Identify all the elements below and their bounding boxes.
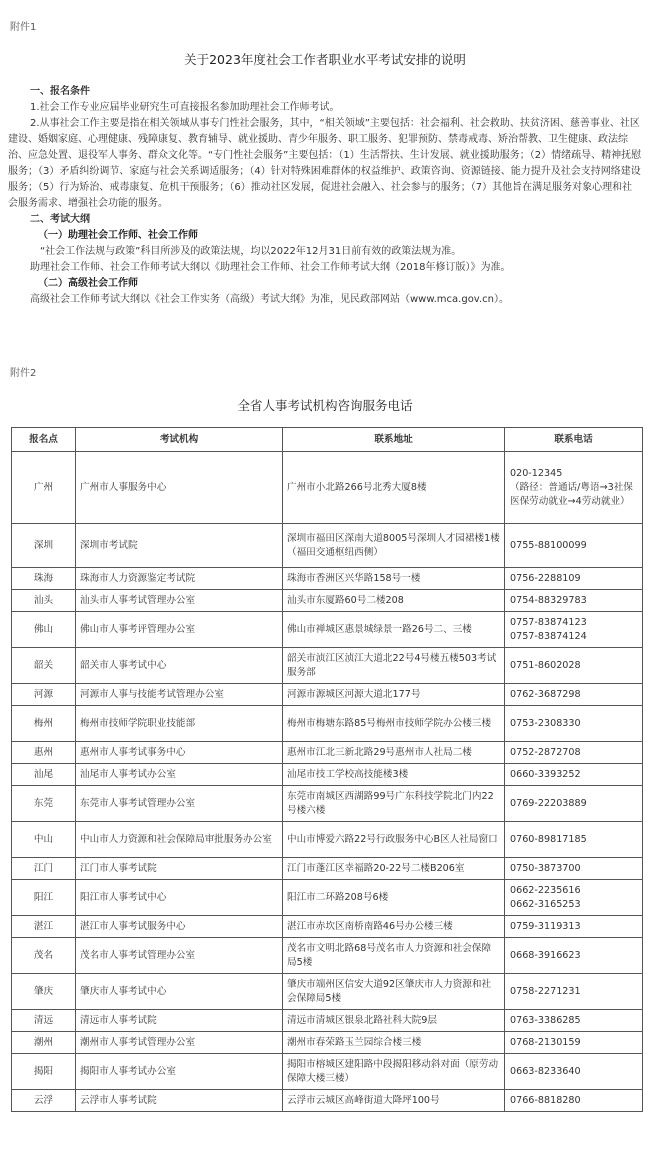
cell-address: 揭阳市榕城区建阳路中段揭阳移动斜对面（原劳动保障大楼三楼） xyxy=(283,1054,505,1090)
table-row xyxy=(12,524,643,568)
cell-org: 广州市人事服务中心 xyxy=(76,452,283,524)
cell-address: 肇庆市端州区信安大道92区肇庆市人力资源和社会保障局5楼 xyxy=(283,974,505,1010)
table-header-row xyxy=(12,428,643,452)
table-row xyxy=(12,452,643,524)
cell-city: 梅州 xyxy=(12,706,76,742)
header-city: 报名点 xyxy=(12,428,76,452)
paragraph-1: 1.社会工作专业应届毕业研究生可直接报名参加助理社会工作师考试。 xyxy=(30,102,340,113)
cell-phone: 0756-2288109 xyxy=(505,568,643,590)
annex1-body xyxy=(8,84,642,308)
table-row xyxy=(12,916,643,938)
cell-city: 云浮 xyxy=(12,1090,76,1112)
cell-city: 阳江 xyxy=(12,880,76,916)
cell-city: 广州 xyxy=(12,452,76,524)
cell-city: 湛江 xyxy=(12,916,76,938)
cell-phone: 0662-2235616 0662-3165253 xyxy=(505,880,643,916)
subsection-heading-assistant: （一）助理社会工作师、社会工作师 xyxy=(38,230,198,241)
paragraph-5: 高级社会工作师考试大纲以《社会工作实务（高级）考试大纲》为准，见民政部网站（www.mca.gov.cn）。 xyxy=(30,294,509,305)
cell-org: 汕尾市人事考试办公室 xyxy=(76,764,283,786)
cell-org: 揭阳市人事考试办公室 xyxy=(76,1054,283,1090)
cell-phone: 0668-3916623 xyxy=(505,938,643,974)
table-row xyxy=(12,612,643,648)
cell-org: 珠海市人力资源鉴定考试院 xyxy=(76,568,283,590)
cell-address: 梅州市梅塘东路85号梅州市技师学院办公楼三楼 xyxy=(283,706,505,742)
cell-city: 东莞 xyxy=(12,786,76,822)
cell-phone: 0751-8602028 xyxy=(505,648,643,684)
cell-address: 佛山市禅城区惠景城绿景一路26号二、三楼 xyxy=(283,612,505,648)
cell-city: 珠海 xyxy=(12,568,76,590)
header-phone: 联系电话 xyxy=(505,428,643,452)
cell-org: 中山市人力资源和社会保障局审批服务办公室 xyxy=(76,822,283,858)
cell-address: 惠州市江北三新北路29号惠州市人社局二楼 xyxy=(283,742,505,764)
paragraph-3: “社会工作法规与政策”科目所涉及的政策法规，均以2022年12月31日前有效的政策法规为准。 xyxy=(40,246,462,257)
cell-phone: 0757-83874123 0757-83874124 xyxy=(505,612,643,648)
table-row xyxy=(12,590,643,612)
table-row xyxy=(12,1032,643,1054)
cell-phone: 0759-3119313 xyxy=(505,916,643,938)
table-row xyxy=(12,1010,643,1032)
cell-city: 肇庆 xyxy=(12,974,76,1010)
cell-phone: 0768-2130159 xyxy=(505,1032,643,1054)
cell-phone: 0760-89817185 xyxy=(505,822,643,858)
cell-address: 汕头市东厦路60号二楼208 xyxy=(283,590,505,612)
cell-org: 梅州市技师学院职业技能部 xyxy=(76,706,283,742)
cell-address: 东莞市南城区西湖路99号广东科技学院北门内22号楼六楼 xyxy=(283,786,505,822)
cell-phone: 0750-3873700 xyxy=(505,858,643,880)
cell-phone: 0663-8233640 xyxy=(505,1054,643,1090)
cell-city: 揭阳 xyxy=(12,1054,76,1090)
cell-address: 汕尾市技工学校高技能楼3楼 xyxy=(283,764,505,786)
cell-org: 湛江市人事考试服务中心 xyxy=(76,916,283,938)
cell-city: 潮州 xyxy=(12,1032,76,1054)
cell-org: 河源市人事与技能考试管理办公室 xyxy=(76,684,283,706)
contacts-table-body xyxy=(12,452,643,1112)
cell-address: 云浮市云城区高峰街道大降坪100号 xyxy=(283,1090,505,1112)
cell-city: 深圳 xyxy=(12,524,76,568)
table-row xyxy=(12,706,643,742)
cell-org: 江门市人事考试院 xyxy=(76,858,283,880)
annex2-label: 附件2 xyxy=(10,368,37,379)
cell-org: 汕头市人事考试管理办公室 xyxy=(76,590,283,612)
cell-org: 惠州市人事考试事务中心 xyxy=(76,742,283,764)
cell-city: 河源 xyxy=(12,684,76,706)
cell-org: 清远市人事考试院 xyxy=(76,1010,283,1032)
cell-phone: 0763-3386285 xyxy=(505,1010,643,1032)
annex1-title: 关于2023年度社会工作者职业水平考试安排的说明 xyxy=(184,52,466,67)
cell-address: 茂名市文明北路68号茂名市人力资源和社会保障局5楼 xyxy=(283,938,505,974)
table-row xyxy=(12,684,643,706)
table-row xyxy=(12,786,643,822)
cell-org: 云浮市人事考试院 xyxy=(76,1090,283,1112)
cell-city: 汕头 xyxy=(12,590,76,612)
annex2-title: 全省人事考试机构咨询服务电话 xyxy=(237,398,413,413)
table-row xyxy=(12,1090,643,1112)
header-address: 联系地址 xyxy=(283,428,505,452)
section-heading-syllabus: 二、考试大纲 xyxy=(30,214,90,225)
header-org: 考试机构 xyxy=(76,428,283,452)
cell-address: 河源市源城区河源大道北177号 xyxy=(283,684,505,706)
cell-org: 肇庆市人事考试中心 xyxy=(76,974,283,1010)
cell-city: 中山 xyxy=(12,822,76,858)
cell-phone: 0660-3393252 xyxy=(505,764,643,786)
cell-phone: 0755-88100099 xyxy=(505,524,643,568)
section-heading-registration: 一、报名条件 xyxy=(30,86,90,97)
cell-address: 潮州市春荣路玉兰园综合楼三楼 xyxy=(283,1032,505,1054)
paragraph-4: 助理社会工作师、社会工作师考试大纲以《助理社会工作师、社会工作师考试大纲（2018年修订版）》为准。 xyxy=(30,262,511,273)
cell-city: 佛山 xyxy=(12,612,76,648)
cell-phone: 0754-88329783 xyxy=(505,590,643,612)
table-row xyxy=(12,938,643,974)
cell-phone: 020-12345 （路径：普通话/粤语→3社保医保劳动就业→4劳动就业） xyxy=(505,452,643,524)
cell-city: 汕尾 xyxy=(12,764,76,786)
cell-org: 韶关市人事考试中心 xyxy=(76,648,283,684)
cell-address: 广州市小北路266号北秀大厦8楼 xyxy=(283,452,505,524)
annex1-label: 附件1 xyxy=(10,22,37,33)
cell-phone: 0753-2308330 xyxy=(505,706,643,742)
cell-phone: 0766-8818280 xyxy=(505,1090,643,1112)
table-row xyxy=(12,1054,643,1090)
cell-org: 阳江市人事考试中心 xyxy=(76,880,283,916)
subsection-heading-senior: （二）高级社会工作师 xyxy=(38,278,138,289)
cell-city: 江门 xyxy=(12,858,76,880)
cell-phone: 0769-22203889 xyxy=(505,786,643,822)
cell-phone: 0752-2872708 xyxy=(505,742,643,764)
cell-city: 韶关 xyxy=(12,648,76,684)
paragraph-2: 2.从事社会工作主要是指在相关领域从事专门性社会服务，其中，“相关领域”主要包括：社会福利、社会救助、扶贫济困、慈善事业、社区建设、婚姻家庭、心理健康、残障康复、教育辅导、就业援助、青少年服务、职工服务、犯罪预防、禁毒戒毒、矫治帮教、卫生健康、政法综治、应急处置、退役军人事务、群众文化等。“专门性社会服务”主要包括：（1）生活帮扶、生计发展、就业援助服务；（2）情绪疏导、精神抚慰服务；（3）矛盾纠纷调节、家庭与社会关系调适服务；（4）针对特殊困难群体的权益维护、政策咨询、资源链接、能力提升及社会支持网络建设服务；（5）行为矫治、戒毒康复、危机干预服务；（6）推动社区发展，促进社会融入、社会参与的服务；（7）其他旨在满足服务对象心理和社会服务需求、增强社会功能的服务。 xyxy=(8,118,642,209)
cell-address: 清远市清城区银泉北路社科大院9层 xyxy=(283,1010,505,1032)
table-row xyxy=(12,974,643,1010)
cell-org: 茂名市人事考试管理办公室 xyxy=(76,938,283,974)
cell-org: 深圳市考试院 xyxy=(76,524,283,568)
table-row xyxy=(12,568,643,590)
cell-address: 深圳市福田区深南大道8005号深圳人才园裙楼1楼（福田交通枢纽西侧） xyxy=(283,524,505,568)
table-row xyxy=(12,648,643,684)
cell-city: 茂名 xyxy=(12,938,76,974)
cell-address: 珠海市香洲区兴华路158号一楼 xyxy=(283,568,505,590)
cell-address: 湛江市赤坎区南桥南路46号办公楼三楼 xyxy=(283,916,505,938)
cell-address: 中山市博爱六路22号行政服务中心B区人社局窗口 xyxy=(283,822,505,858)
cell-org: 东莞市人事考试管理办公室 xyxy=(76,786,283,822)
cell-org: 佛山市人事考评管理办公室 xyxy=(76,612,283,648)
cell-org: 潮州市人事考试管理办公室 xyxy=(76,1032,283,1054)
table-row xyxy=(12,822,643,858)
table-row xyxy=(12,858,643,880)
table-row xyxy=(12,880,643,916)
contacts-table xyxy=(11,427,643,1112)
cell-phone: 0758-2271231 xyxy=(505,974,643,1010)
cell-city: 惠州 xyxy=(12,742,76,764)
cell-address: 江门市蓬江区幸福路20-22号二楼B206室 xyxy=(283,858,505,880)
cell-phone: 0762-3687298 xyxy=(505,684,643,706)
table-row xyxy=(12,764,643,786)
cell-address: 韶关市浈江区浈江大道北22号4号楼五楼503考试服务部 xyxy=(283,648,505,684)
cell-address: 阳江市二环路208号6楼 xyxy=(283,880,505,916)
table-row xyxy=(12,742,643,764)
cell-city: 清远 xyxy=(12,1010,76,1032)
